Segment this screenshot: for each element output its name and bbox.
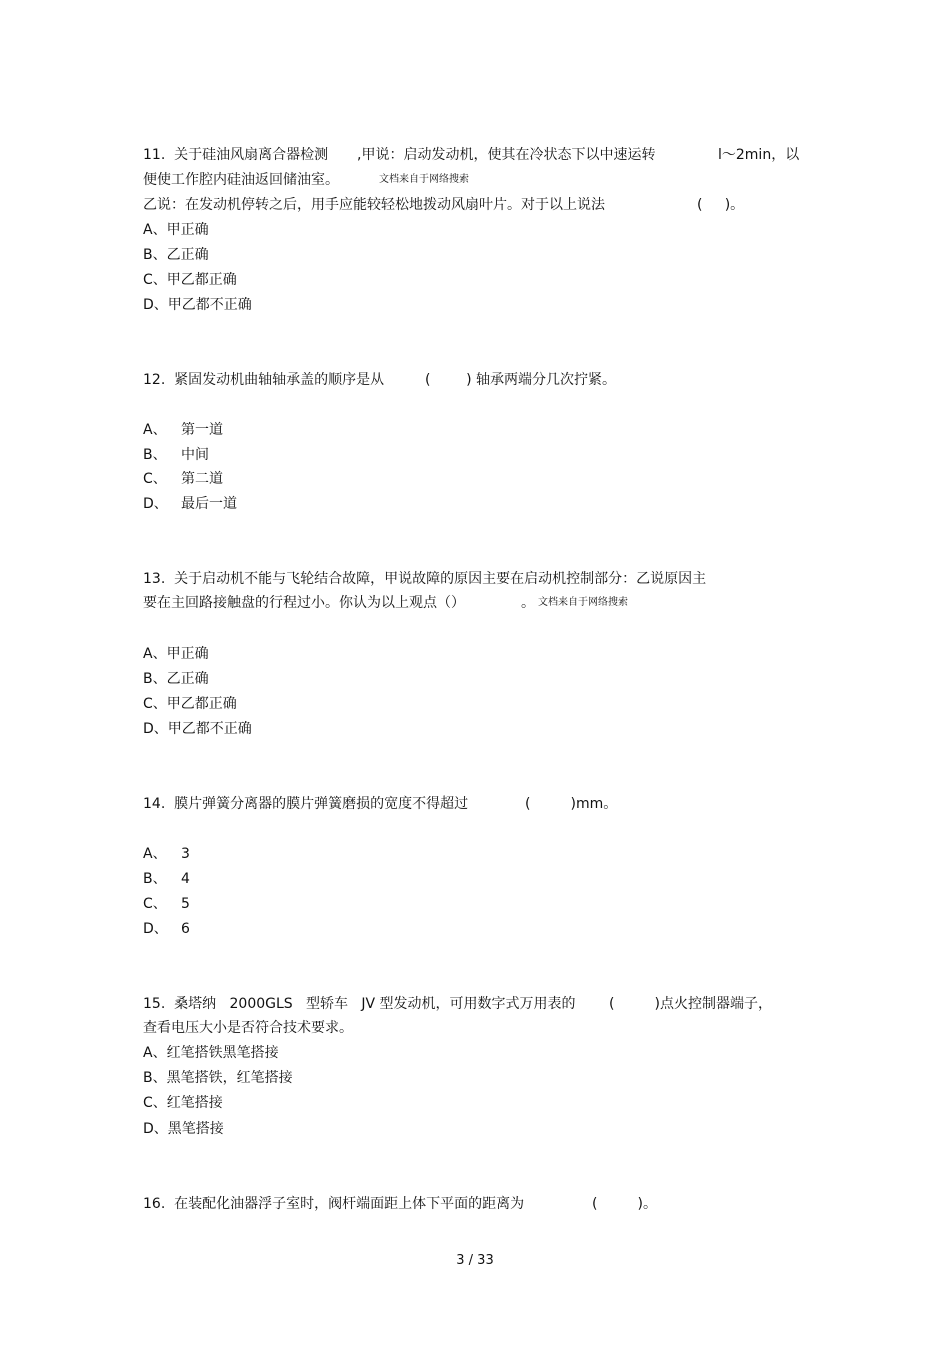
q12-option-c-value: 第二道 — [181, 471, 223, 487]
q14-stem-b: ( )mm。 — [525, 796, 618, 812]
q14-option-d-label: D、 — [143, 921, 168, 937]
q12-stem-a: 12. 紧固发动机曲轴轴承盖的顺序是从 — [143, 372, 385, 388]
q14-option-b-value: 4 — [181, 871, 190, 887]
q13-option-b: B、乙正确 — [143, 671, 209, 687]
q14-option-a-label: A、 — [143, 846, 167, 862]
q13-option-a: A、甲正确 — [143, 646, 209, 662]
q15-line1-b: ( )点火控制器端子， — [609, 996, 772, 1012]
q11-line3: 乙说：在发动机停转之后，用手应能较轻松地拨动风扇叶片。对于以上说法 — [143, 197, 605, 213]
q11-line2: 便使工作腔内硅油返回储油室。 — [143, 172, 339, 188]
q12-option-a-value: 第一道 — [181, 422, 223, 438]
q14-option-a-value: 3 — [181, 846, 190, 862]
q14-option-d — [143, 920, 190, 938]
q12-stem-b: ( ) 轴承两端分几次拧紧。 — [425, 372, 616, 388]
q14-stem-a: 14. 膜片弹簧分离器的膜片弹簧磨损的宽度不得超过 — [143, 796, 469, 812]
q16-stem-b: ( )。 — [592, 1196, 657, 1212]
q11-option-a: A、甲正确 — [143, 222, 209, 238]
q15-option-d: D、黑笔搭接 — [143, 1121, 224, 1137]
page-number: 3 / 33 — [456, 1253, 494, 1268]
q13-option-d: D、甲乙都不正确 — [143, 721, 252, 737]
q15-line2: 查看电压大小是否符合技术要求。 — [143, 1020, 353, 1036]
q12-option-c-label: C、 — [143, 471, 167, 487]
q14-option-b-label: B、 — [143, 871, 167, 887]
q11-line1-c: l～2min，以 — [718, 147, 800, 163]
q12-option-a-label: A、 — [143, 422, 167, 438]
q12-option-b-value: 中间 — [181, 447, 209, 463]
q14-option-b — [143, 870, 190, 888]
q11-option-c: C、甲乙都正确 — [143, 272, 237, 288]
q11-line1-b: ,甲说：启动发动机，使其在冷状态下以中速运转 — [357, 147, 656, 163]
q13-source-note: 文档来自于网络搜索 — [538, 597, 628, 608]
q11-option-d: D、甲乙都不正确 — [143, 297, 252, 313]
q15-option-c: C、红笔搭接 — [143, 1095, 223, 1111]
q12-option-d-label: D、 — [143, 496, 168, 512]
q11-line3-paren: ( )。 — [697, 197, 745, 213]
q16-stem-a: 16. 在装配化油器浮子室时，阀杆端面距上体下平面的距离为 — [143, 1196, 525, 1212]
q14-option-d-value: 6 — [181, 921, 190, 937]
q15-option-a: A、红笔搭铁黑笔搭接 — [143, 1045, 279, 1061]
q11-line1-a: 11. 关于硅油风扇离合器检测 — [143, 147, 329, 163]
q14-option-c-label: C、 — [143, 896, 167, 912]
q14-option-a — [143, 845, 190, 863]
q12-option-b-label: B、 — [143, 447, 167, 463]
q14-option-c-value: 5 — [181, 896, 190, 912]
q12-option-b — [143, 446, 209, 464]
q13-option-c: C、甲乙都正确 — [143, 696, 237, 712]
q13-line2-end: 。 — [521, 595, 535, 611]
q13-line1: 13. 关于启动机不能与飞轮结合故障，甲说故障的原因主要在启动机控制部分：乙说原因主 — [143, 571, 707, 587]
q15-option-b: B、黑笔搭铁，红笔搭接 — [143, 1070, 293, 1086]
q12-option-d-value: 最后一道 — [181, 496, 237, 512]
q11-source-note: 文档来自于网络搜索 — [379, 174, 469, 185]
q12-option-a — [143, 421, 223, 439]
q12-option-c — [143, 470, 223, 488]
q14-option-c — [143, 895, 190, 913]
q13-line2: 要在主回路接触盘的行程过小。你认为以上观点（） — [143, 595, 465, 611]
q11-option-b: B、乙正确 — [143, 247, 209, 263]
q12-option-d — [143, 495, 237, 513]
q15-line1-a: 15. 桑塔纳 2000GLS 型轿车 JV 型发动机，可用数字式万用表的 — [143, 996, 576, 1012]
